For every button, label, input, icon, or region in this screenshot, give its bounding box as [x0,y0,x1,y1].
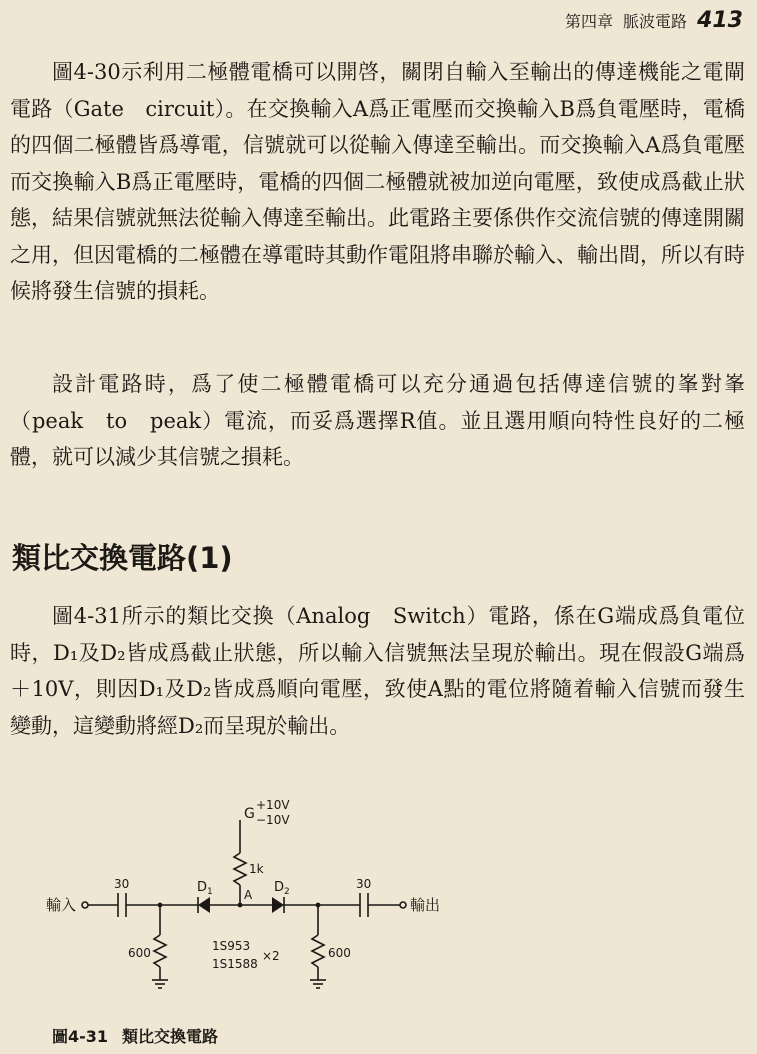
section-title: 類比交換電路(1) [12,541,233,575]
figure-number: 圖4-31 [52,1027,109,1046]
gate-resistor-label: 1k [249,862,264,876]
diode-d2-icon [272,897,284,913]
d2-sub: 2 [284,887,290,897]
figure-title: 類比交換電路 [122,1027,219,1046]
right-resistor-label: 600 [328,946,351,960]
gate-vminus: −10V [256,813,290,827]
diode-part-1: 1S953 [212,939,251,953]
circuit-diagram [0,795,757,1020]
left-resistor-label: 600 [128,946,151,960]
paragraph-3: 圖4-31所示的類比交換（Analog Switch）電路，係在G端成爲負電位時，D₁及D₂皆成爲截止狀態，所以輸入信號無法呈現於輸出。現在假設G端爲＋10V，則因D₁及D₂皆成爲順向電壓，致使A點的電位將隨着輸入信號而發生變動，這變動將經D₂而呈現於輸出。 [10,604,745,738]
diode-quantity: ×2 [262,949,280,963]
diode-part-2: 1S1588 [212,957,258,971]
svg-text:D1 [197,880,213,897]
d1-label: D [197,880,208,895]
svg-text:D2 [274,880,290,897]
d2-label: D [274,880,285,895]
page-number: 413 [697,8,743,33]
chapter-label: 第四章 [565,12,614,31]
gate-label: G [244,806,255,822]
input-capacitor-label: 30 [114,877,130,891]
output-capacitor-label: 30 [356,877,372,891]
input-label: 輸入 [46,896,77,914]
figure-caption [52,1024,232,1047]
paragraph-1: 圖4-30示利用二極體電橋可以開啓，關閉自輸入至輸出的傳達機能之電閘電路（Gate circuit）。在交換輸入A爲正電壓而交換輸入B爲負電壓時，電橋的四個二極體皆爲導電，信號就可以從輸入傳達至輸出。而交換輸入A爲負電壓而交換輸入B爲正電壓時，電橋的四個二極體就被加逆向電壓，致使成爲截止狀態，結果信號就無法從輸入傳達至輸出。此電路主要係供作交流信號的傳達開關之用，但因電橋的二極體在導電時其動作電阻將串聯於輸入、輸出間，所以有時候將發生信號的損耗。 [10,60,745,303]
node-a-label: A [244,888,253,902]
d1-sub: 1 [207,887,213,897]
diode-d1-icon [198,897,210,913]
gate-vplus: +10V [256,798,290,812]
page-header [565,8,743,33]
section-header: 脈波電路 [623,12,688,31]
paragraph-2: 設計電路時，爲了使二極體電橋可以充分通過包括傳達信號的峯對峯（peak to peak）電流，而妥爲選擇R值。並且選用順向特性良好的二極體，就可以減少其信號之損耗。 [10,372,745,469]
output-label: 輸出 [410,896,441,914]
